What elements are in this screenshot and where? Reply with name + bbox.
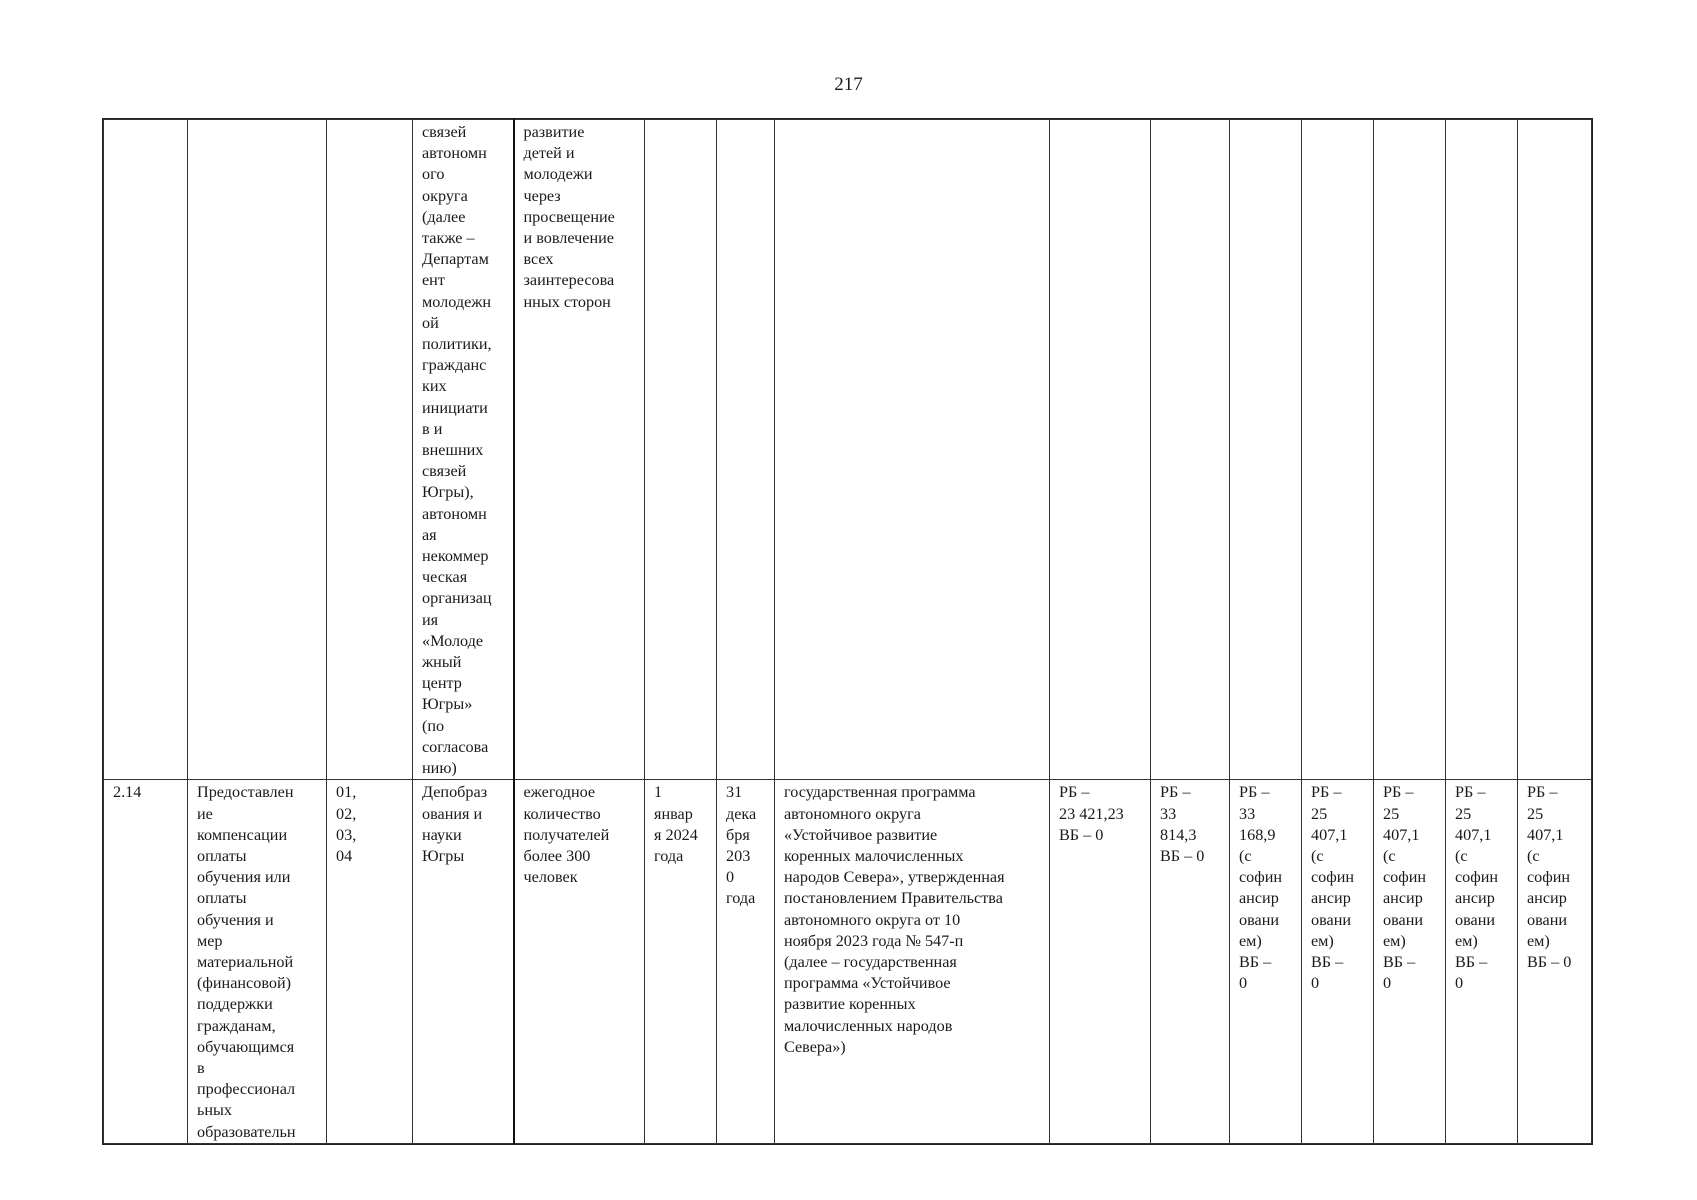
cell-funding-2025: РБ – 33 814,3 ВБ – 0 — [1151, 780, 1230, 1143]
cell-tasks — [327, 120, 413, 780]
page-number: 217 — [834, 74, 863, 95]
cell-funding-2030 — [1518, 120, 1592, 780]
cell-end-date: 31 дека бря 203 0 года — [717, 780, 775, 1143]
cell-measure: Предоставлен ие компенсации оплаты обучения или оплаты обучения и мер материальной (финансовой) поддержки гражданам, обучающимся в профессионал ьных образовательн — [188, 780, 327, 1143]
cell-source — [775, 120, 1050, 780]
program-table — [103, 119, 1592, 1144]
cell-measure — [188, 120, 327, 780]
cell-funding-2029 — [1446, 120, 1518, 780]
cell-funding-2028 — [1374, 120, 1446, 780]
cell-funding-2025 — [1151, 120, 1230, 780]
cell-end-date — [717, 120, 775, 780]
cell-funding-2024: РБ – 23 421,23 ВБ – 0 — [1050, 780, 1151, 1143]
cell-funding-2026: РБ – 33 168,9 (с софин ансир овани ем) ВБ – 0 — [1230, 780, 1302, 1143]
cell-funding-2026 — [1230, 120, 1302, 780]
cell-funding-2027: РБ – 25 407,1 (с софин ансир овани ем) ВБ – 0 — [1302, 780, 1374, 1143]
cell-start-date: 1 январ я 2024 года — [645, 780, 717, 1143]
cell-result: ежегодное количество получателей более 300 человек — [514, 780, 645, 1143]
cell-funding-2028: РБ – 25 407,1 (с софин ансир овани ем) ВБ – 0 — [1374, 780, 1446, 1143]
cell-start-date — [645, 120, 717, 780]
cell-tasks: 01, 02, 03, 04 — [327, 780, 413, 1143]
cell-executor: Депобраз ования и науки Югры — [413, 780, 514, 1143]
cell-funding-2029: РБ – 25 407,1 (с софин ансир овани ем) ВБ – 0 — [1446, 780, 1518, 1143]
cell-result: развитие детей и молодежи через просвещение и вовлечение всех заинтересова нных сторон — [514, 120, 645, 780]
table-row — [104, 780, 1592, 1143]
table-row — [104, 120, 1592, 780]
cell-number — [104, 120, 188, 780]
cell-source: государственная программа автономного округа «Устойчивое развитие коренных малочисленных народов Севера», утвержденная постановлением Правительства автономного округа от 10 ноября 2023 года № 547-п (далее – государственная программа «Устойчивое развитие коренных малочисленных народов Севера») — [775, 780, 1050, 1143]
cell-executor: связей автономн ого округа (далее также – Департам ент молодежн ой политики, граждaнс ких инициати в и внешних связей Югры), автономн ая некоммер ческая организац ия «Молоде жный центр Югры» (по согласова нию) — [413, 120, 514, 780]
cell-number: 2.14 — [104, 780, 188, 1143]
cell-funding-2027 — [1302, 120, 1374, 780]
cell-funding-2030: РБ – 25 407,1 (с софин ансир овани ем) ВБ – 0 — [1518, 780, 1592, 1143]
cell-funding-2024 — [1050, 120, 1151, 780]
